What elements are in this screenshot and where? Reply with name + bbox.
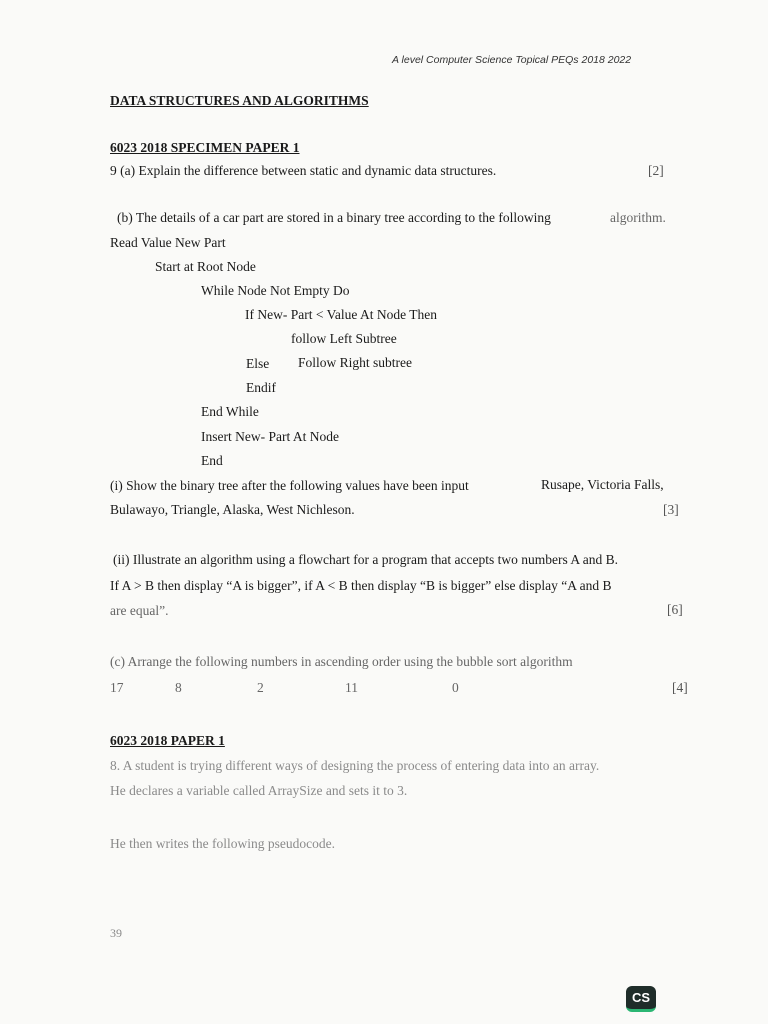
question-ii-marks: [6] (667, 602, 683, 617)
question-i-line1: (i) Show the binary tree after the following values have been input (110, 478, 469, 493)
algorithm-line: End (201, 453, 223, 468)
algorithm-line: Start at Root Node (155, 259, 256, 274)
question-ii-line2: If A > B then display “A is bigger”, if A < B then display “B is bigger” else display “A and B (110, 578, 612, 593)
algorithm-line: Follow Right subtree (298, 355, 412, 370)
algorithm-line: follow Left Subtree (291, 331, 397, 346)
sort-number: 2 (257, 680, 264, 695)
sort-number: 0 (452, 680, 459, 695)
question-c-marks: [4] (672, 680, 688, 695)
algorithm-line: Insert New- Part At Node (201, 429, 339, 444)
algorithm-line: Read Value New Part (110, 235, 226, 250)
specimen-heading: 6023 2018 SPECIMEN PAPER 1 (110, 140, 300, 155)
question-i-line2: Bulawayo, Triangle, Alaska, West Nichleson. (110, 502, 355, 517)
question-ii-line1: (ii) Illustrate an algorithm using a flowchart for a program that accepts two numbers A and B. (113, 552, 618, 567)
algorithm-line: If New- Part < Value At Node Then (245, 307, 437, 322)
question-9a: 9 (a) Explain the difference between static and dynamic data structures. (110, 163, 497, 178)
algorithm-line: Else (246, 356, 270, 371)
question-9b: (b) The details of a car part are stored in a binary tree according to the following (117, 210, 551, 225)
question-8-line3: He then writes the following pseudocode. (110, 836, 335, 851)
paper1-heading: 6023 2018 PAPER 1 (110, 733, 225, 748)
question-8-line2: He declares a variable called ArraySize and sets it to 3. (110, 783, 408, 798)
sort-number: 8 (175, 680, 182, 695)
question-ii-line3: are equal”. (110, 603, 169, 618)
sort-number: 17 (110, 680, 124, 695)
question-9b-end: algorithm. (610, 210, 666, 225)
sort-number: 11 (345, 680, 358, 695)
algorithm-line: While Node Not Empty Do (201, 283, 350, 298)
question-i-values: Rusape, Victoria Falls, (541, 477, 664, 492)
question-9a-marks: [2] (648, 163, 664, 178)
running-header: A level Computer Science Topical PEQs 2018 2022 (392, 54, 632, 66)
page-number: 39 (110, 926, 122, 940)
question-8-line1: 8. A student is trying different ways of designing the process of entering data into an array. (110, 758, 600, 773)
question-c: (c) Arrange the following numbers in ascending order using the bubble sort algorithm (110, 654, 573, 669)
question-i-marks: [3] (663, 502, 679, 517)
camscanner-logo: CS (626, 986, 656, 1012)
algorithm-line: End While (201, 404, 259, 419)
section-title: DATA STRUCTURES AND ALGORITHMS (110, 93, 369, 108)
algorithm-line: Endif (246, 380, 276, 395)
